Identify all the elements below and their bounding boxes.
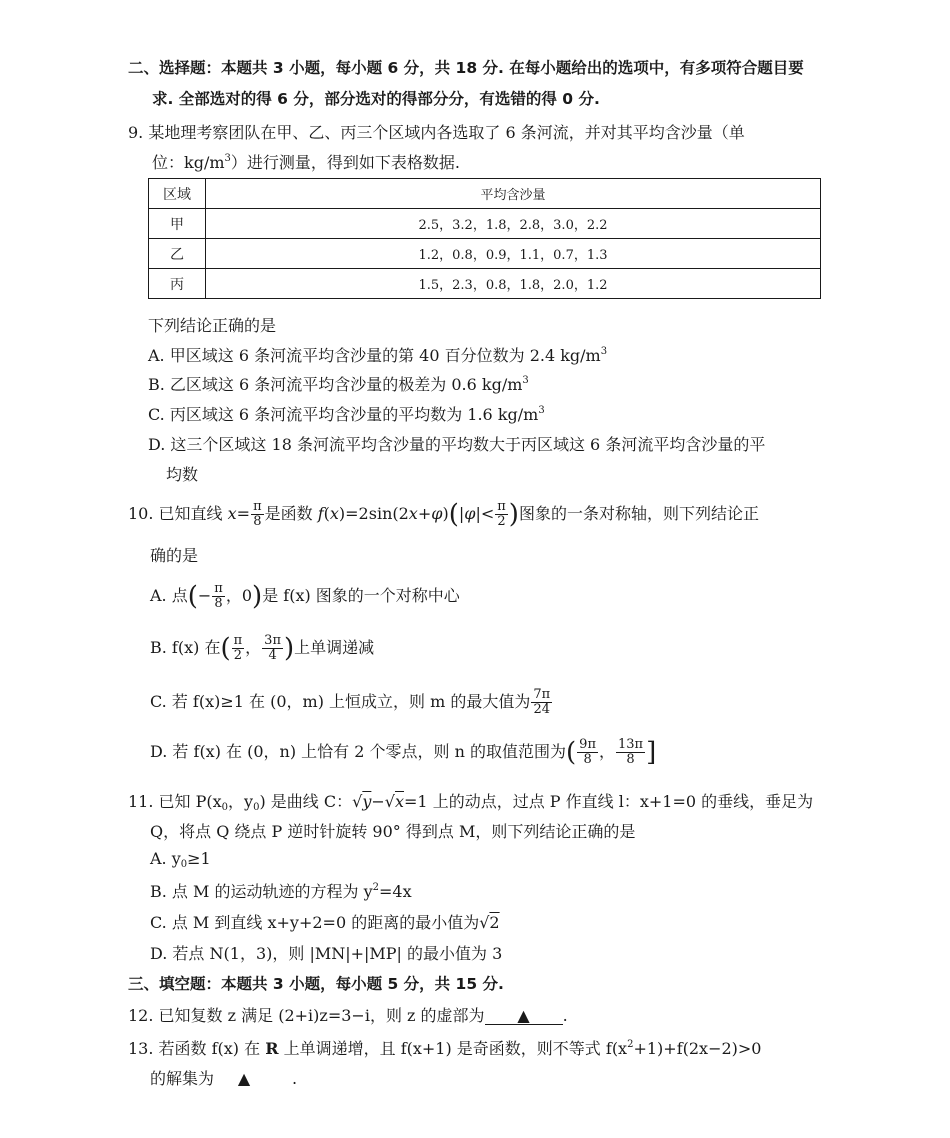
q9-option-c: C. 丙区域这 6 条河流平均含沙量的平均数为 1.6 $kg/m^3$ xyxy=(148,405,545,424)
q10-stem-line1: 10. 已知直线 x= $\frac{\pi}{8}$ 是函数 f(x)=2sin(2x+φ)(|φ|< $\frac{\pi}{2}$ )图象的一条对称轴，则下列结论正 xyxy=(128,499,759,530)
table-cell-region: 乙 xyxy=(149,239,206,269)
q9-prompt: 下列结论正确的是 xyxy=(148,316,277,335)
section-2-heading-line2: 求. 全部选对的得 6 分，部分选对的得部分分，有选错的得 0 分. xyxy=(152,90,600,108)
q11-option-c: C. 点 M 到直线 x+y+2=0 的距离的最小值为√2 xyxy=(150,913,500,932)
q13-stem-line2: 的解集为 ▲ . xyxy=(150,1069,298,1088)
q11-option-b: B. 点 M 的运动轨迹的方程为 $y^2=4x$ xyxy=(150,882,412,901)
q11-option-a: A. $y_0\ge 1$ xyxy=(150,849,211,870)
q11-stem-line1: 11. 已知 $P(x_0$，$y_0$) 是曲线 C：√y−√x=1 上的动点，过点 P 作直线 l：x+1=0 的垂线，垂足为 xyxy=(128,792,814,813)
section-3-heading: 三、填空题：本题共 3 小题，每小题 5 分，共 15 分. xyxy=(128,975,504,993)
section-2-heading-line1: 二、选择题：本题共 3 小题，每小题 6 分，共 18 分. 在每小题给出的选项中，有多项符合题目要 xyxy=(128,59,804,77)
q9-option-d-line1: D. 这三个区域这 18 条河流平均含沙量的平均数大于丙区域这 6 条河流平均含沙量的平 xyxy=(148,435,766,454)
table-cell-values: 2.5，3.2，1.8，2.8，3.0，2.2 xyxy=(206,209,821,239)
q10-option-c: C. 若 f(x)≥1 在 (0，m) 上恒成立，则 m 的最大值为 $\frac{7\pi}{24}$ xyxy=(150,687,551,717)
q9-option-d-line2: 均数 xyxy=(166,465,199,484)
table-row xyxy=(149,239,821,269)
q9-stem-line2: 位：$kg/m^3$）进行测量，得到如下表格数据. xyxy=(152,153,460,172)
q9-option-b: B. 乙区域这 6 条河流平均含沙量的极差为 0.6 $kg/m^3$ xyxy=(148,375,529,394)
answer-mark-icon: ▲ xyxy=(517,1006,530,1025)
table-header-row xyxy=(149,179,821,209)
q12-answer-blank[interactable] xyxy=(485,1007,563,1025)
q10-option-a: A. 点(− $\frac{\pi}{8}$ ，0)是 f(x) 图象的一个对称中心 xyxy=(150,581,460,612)
table-cell-region: 丙 xyxy=(149,269,206,299)
q10-stem-line2: 确的是 xyxy=(150,546,199,565)
table-cell-values: 1.5，2.3，0.8，1.8，2.0，1.2 xyxy=(206,269,821,299)
q11-stem-line2: Q，将点 Q 绕点 P 逆时针旋转 90° 得到点 M，则下列结论正确的是 xyxy=(150,822,636,841)
answer-mark-icon: ▲ xyxy=(237,1069,251,1088)
q9-option-a: A. 甲区域这 6 条河流平均含沙量的第 40 百分位数为 2.4 $kg/m^3$ xyxy=(148,346,608,365)
table-header-region: 区域 xyxy=(149,179,206,209)
q11-option-d: D. 若点 N(1，3)，则 |MN|+|MP| 的最小值为 3 xyxy=(150,944,503,963)
q10-option-b: B. f(x) 在( $\frac{\pi}{2}$ ， $\frac{3\pi}{4}$ )上单调递减 xyxy=(150,633,375,664)
table-header-values: 平均含沙量 xyxy=(206,179,821,209)
q9-data-table xyxy=(148,178,821,299)
q10-option-d: D. 若 f(x) 在 (0，n) 上恰有 2 个零点，则 n 的取值范围为( $\frac{9\pi}{8}$ ， $\frac{13\pi}{8}$ ] xyxy=(150,737,657,768)
table-row xyxy=(149,269,821,299)
table-cell-region: 甲 xyxy=(149,209,206,239)
q12-stem: 12. 已知复数 z 满足 (2+i)z=3−i，则 z 的虚部为 ▲ . xyxy=(128,1006,568,1025)
q13-stem-line1: 13. 若函数 f(x) 在 R 上单调递增，且 f(x+1) 是奇函数，则不等式 $f(x^2+1)+f(2x-2)>0$ xyxy=(128,1039,762,1058)
q9-stem-line1: 9. 某地理考察团队在甲、乙、丙三个区域内各选取了 6 条河流，并对其平均含沙量（单 xyxy=(128,123,745,142)
table-cell-values: 1.2，0.8，0.9，1.1，0.7，1.3 xyxy=(206,239,821,269)
table-row xyxy=(149,209,821,239)
q13-answer-blank[interactable] xyxy=(214,1069,274,1088)
